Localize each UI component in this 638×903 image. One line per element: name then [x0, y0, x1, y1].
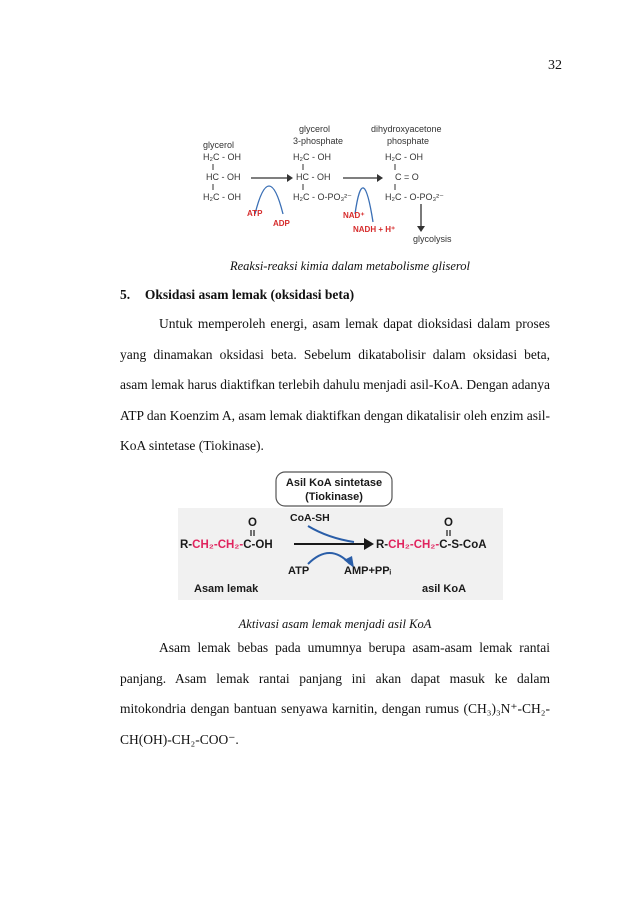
product-thioester: C-S-CoA — [439, 539, 487, 551]
dhap-row-3: H₂C - O-PO₃²⁻ — [385, 192, 444, 202]
substrate-chain: CH₂-CH₂- — [192, 539, 244, 551]
g3p-label-1: glycerol — [299, 124, 331, 134]
glycerol-row-1: H₂C - OH — [203, 152, 241, 162]
product-r: R- — [376, 539, 389, 551]
figure-caption-1: Reaksi-reaksi kimia dalam metabolisme gliserol — [229, 259, 470, 273]
g3p-label-2: 3-phosphate — [293, 136, 344, 146]
g3p-row-2: HC - OH — [296, 172, 331, 182]
glycerol-row-2: HC - OH — [206, 172, 241, 182]
g3p-row-1: H₂C - OH — [293, 152, 331, 162]
product-chain: CH₂-CH₂- — [388, 539, 440, 551]
glycerol-label: glycerol — [203, 140, 235, 150]
section-number: 5. — [120, 287, 131, 302]
arrow-head-1 — [287, 174, 293, 182]
paragraph-2 — [120, 633, 550, 755]
substrate-label: Asam lemak — [194, 583, 259, 595]
nadh-label: NADH + H⁺ — [353, 225, 396, 234]
adp-label: ADP — [273, 219, 290, 228]
dhap-label-2: phosphate — [387, 136, 430, 146]
figure-caption-2: Aktivasi asam lemak menjadi asil KoA — [238, 617, 432, 631]
dhap-label-1: dihydroxyacetone — [371, 124, 442, 134]
enzyme-alias: (Tiokinase) — [305, 491, 363, 503]
paragraph-2-text: Asam lemak bebas pada umumnya berupa asam-asam lemak rantai panjang. Asam lemak rantai panjang ini akan dapat masuk ke dalam mitokondria dengan bantuan senyawa karnitin, dengan rumus (CH₃)₃N⁺-CH₂-CH(OH)-CH₂-COO⁻. — [120, 640, 550, 747]
page-number: 32 — [548, 58, 562, 73]
paragraph-1-text: Untuk memperoleh energi, asam lemak dapat dioksidasi dalam proses yang dinamakan oksidasi beta. Sebelum dikatabolisir dalam oksidasi beta, asam lemak harus diaktifkan terlebih dahulu menjadi asil-KoA. Dengan adanya ATP dan Koenzim A, asam lemak diaktifkan dengan dikatalisir oleh enzim asil-KoA sintetase (Tiokinase). — [120, 316, 550, 453]
enzyme-name: Asil KoA sintetase — [285, 477, 383, 489]
substrate-r: R- — [180, 539, 193, 551]
substrate-formula — [180, 539, 273, 551]
oxygen-left: O — [248, 517, 257, 529]
section-heading — [120, 287, 354, 303]
fatty-acid-activation-diagram — [178, 468, 503, 600]
product-formula — [376, 539, 487, 551]
glycerol-row-3: H₂C - OH — [203, 192, 241, 202]
substrate-acid: C-OH — [243, 539, 273, 551]
amp-label: AMP+PPᵢ — [344, 565, 392, 577]
arrow-head-3 — [417, 226, 425, 232]
atp-label: ATP — [247, 209, 263, 218]
arrow-head-2 — [377, 174, 383, 182]
nad-label: NAD⁺ — [343, 211, 365, 220]
glycerol-metabolism-diagram — [195, 118, 465, 248]
product-label: asil KoA — [422, 583, 467, 595]
section-title: Oksidasi asam lemak (oksidasi beta) — [144, 287, 355, 302]
glycolysis-label: glycolysis — [413, 234, 452, 244]
atp-label: ATP — [288, 565, 310, 577]
dhap-row-1: H₂C - OH — [385, 152, 423, 162]
paragraph-1 — [120, 309, 550, 462]
g3p-row-3: H₂C - O-PO₃²⁻ — [293, 192, 352, 202]
coash-label: CoA-SH — [290, 512, 330, 524]
dhap-row-2: C = O — [395, 172, 419, 182]
oxygen-right: O — [444, 517, 453, 529]
